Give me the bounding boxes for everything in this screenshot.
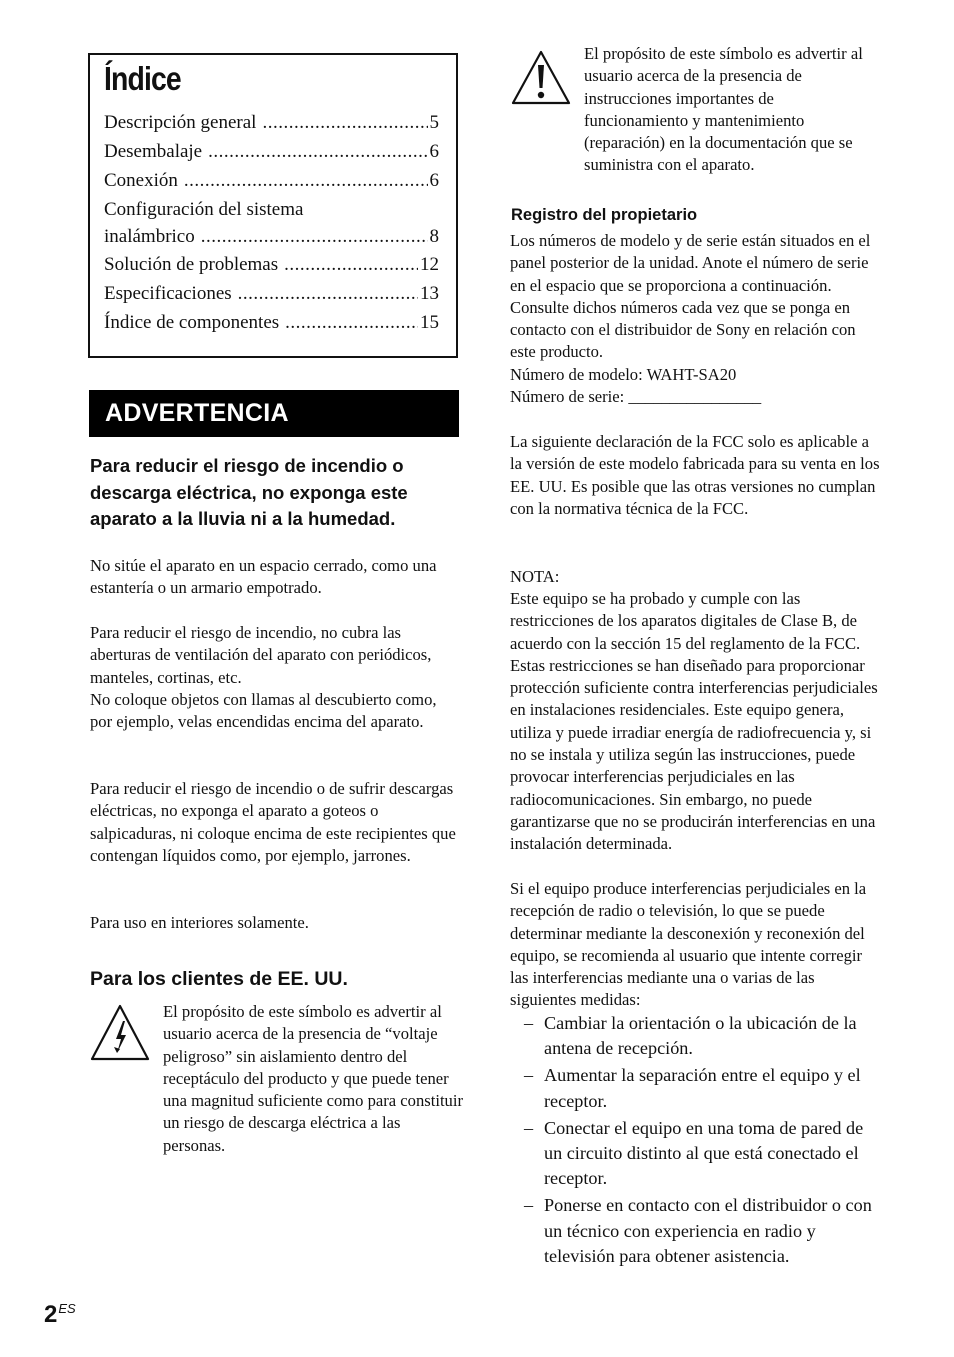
dash: – — [524, 1065, 534, 1086]
warning-heading: Para reducir el riesgo de incendio o descarga eléctrica, no exponga este aparato a la lluvia ni a la humedad. — [90, 455, 408, 529]
page-number — [44, 1301, 76, 1329]
dash: – — [524, 1117, 534, 1138]
toc-entry[interactable] — [104, 225, 439, 249]
list-item-text: Cambiar la orientación o la ubicación de la antena de recepción. — [544, 1013, 857, 1059]
measures-list — [510, 1011, 882, 1271]
exclamation-warning-icon — [511, 50, 571, 106]
list-item — [510, 1116, 882, 1192]
toc-page: 13 — [420, 283, 439, 304]
toc-entry[interactable] — [104, 253, 439, 277]
toc-entry[interactable] — [104, 198, 439, 222]
list-item-text: Ponerse en contacto con el distribuidor o con un técnico con experiencia en radio y televisión para obtener asistencia. — [544, 1195, 872, 1266]
toc-page: 12 — [420, 254, 439, 275]
nota-label: NOTA: — [510, 567, 560, 586]
toc-label: Conexión — [104, 170, 178, 191]
serial-number: Número de serie: ________________ — [510, 387, 762, 406]
registro-text: Los números de modelo y de serie están situados en el panel posterior de la unidad. Anote el número de serie en el espacio que se proporciona a continuación. Consulte dichos números cada vez que se ponga en contacto con el distribuidor de Sony en relación con este producto. — [510, 231, 871, 362]
toc-entry[interactable] — [104, 111, 439, 135]
list-item-text: Conectar el equipo en una toma de pared de un circuito distinto al que está conectado el receptor. — [544, 1117, 864, 1189]
section-banner — [89, 390, 459, 437]
toc-entry[interactable] — [104, 140, 439, 164]
list-item — [510, 1193, 882, 1269]
registro-heading: Registro del propietario — [511, 206, 698, 224]
paragraph: No coloque objetos con llamas al descubierto como, por ejemplo, velas encendidas encima del aparato. — [90, 690, 437, 732]
toc-label: Especificaciones — [104, 283, 232, 304]
language-code: ES — [58, 1301, 76, 1316]
toc-entry[interactable] — [104, 169, 439, 193]
list-item — [510, 1011, 882, 1061]
nota-text: Este equipo se ha probado y cumple con las restricciones de los aparatos digitales de Clase B, de acuerdo con la sección 15 del reglamento de la FCC. Estas restricciones se han diseñado para proporcionar protección suficiente contra interferencias perjudiciales en instalaciones residenciales. Este equipo genera, utiliza y puede irradiar energía de radiofrecuencia y, si no se instala y utiliza según las instrucciones, puede provocar interferencias perjudiciales en las radiocomunicaciones. Sin embargo, no puede garantizarse que no se producirán interferencias en una instalación determinada. — [510, 589, 878, 854]
exclamation-warning-text: El propósito de este símbolo es advertir al usuario acerca de la presencia de instrucciones importantes de funcionamiento y mantenimiento (reparación) en la documentación que se suministra con el aparato. — [584, 44, 863, 175]
toc-label: Configuración del sistema — [104, 199, 304, 220]
section-title: ADVERTENCIA — [105, 399, 289, 427]
voltage-warning-text: El propósito de este símbolo es advertir al usuario acerca de la presencia de “voltaje peligroso” sin aislamiento dentro del receptáculo del producto y que puede tener una magnitud suficiente como para constituir un riesgo de descarga eléctrica a las personas. — [163, 1002, 463, 1155]
toc-page: 6 — [429, 170, 439, 191]
fcc-statement: La siguiente declaración de la FCC solo es aplicable a la versión de este modelo fabricada para su venta en los EE. UU. Es posible que las otras versiones no cumplan con la normativa técnica de la FCC. — [510, 432, 880, 518]
page-number-value: 2 — [44, 1301, 58, 1328]
index-title: Índice — [104, 60, 181, 97]
section-heading: Para los clientes de EE. UU. — [90, 968, 348, 990]
paragraph: Para reducir el riesgo de incendio o de sufrir descargas eléctricas, no exponga el aparato a goteos o salpicaduras, ni coloque encima de este recipientes que contengan líquidos como, por ejemplo, jarrones. — [90, 779, 456, 865]
interference-text: Si el equipo produce interferencias perjudiciales en la recepción de radio o televisión, lo que se puede determinar mediante la desconexión y reconexión del equipo, se recomienda al usuario que intente corregir las interferencias mediante una o varias de las siguientes medidas: — [510, 879, 867, 1010]
toc-page: 8 — [429, 226, 439, 247]
paragraph: No sitúe el aparato en un espacio cerrado, como una estantería o un armario empotrado. — [90, 556, 437, 598]
toc-entry[interactable] — [104, 311, 439, 335]
toc-label: Solución de problemas — [104, 254, 279, 275]
dash: – — [524, 1013, 534, 1033]
toc-label: Desembalaje — [104, 141, 203, 162]
toc-page: 5 — [429, 112, 439, 133]
toc-entry[interactable] — [104, 282, 439, 306]
model-number: Número de modelo: WAHT-SA20 — [510, 365, 737, 384]
paragraph: Para reducir el riesgo de incendio, no cubra las aberturas de ventilación del aparato con periódicos, manteles, cortinas, etc. — [90, 623, 432, 687]
toc-page: 6 — [429, 141, 439, 162]
lightning-warning-icon — [90, 1003, 150, 1061]
toc-label: Descripción general — [104, 112, 257, 133]
paragraph: Para uso en interiores solamente. — [90, 913, 309, 932]
toc-page: 15 — [420, 312, 439, 333]
toc-label: inalámbrico — [104, 226, 195, 247]
toc-label: Índice de componentes — [104, 312, 280, 333]
list-item-text: Aumentar la separación entre el equipo y el receptor. — [544, 1065, 861, 1111]
dash: – — [524, 1195, 534, 1216]
list-item — [510, 1063, 882, 1113]
